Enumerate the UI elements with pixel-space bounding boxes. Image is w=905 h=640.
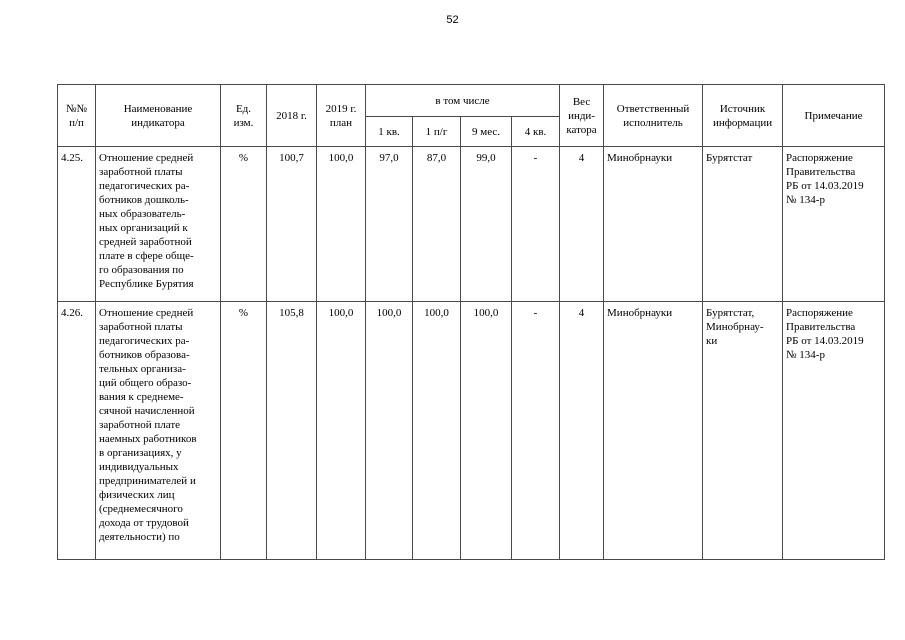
indicators-table — [57, 84, 885, 560]
header-row-1 — [58, 85, 885, 117]
header-source: Источник информации — [703, 85, 783, 147]
cell-indicator-name: Отношение средней заработной платы педагогических ра- ботников дошколь- ных образователь- ных организаций к средней заработной плате в сфере обще- го образования по Республике Бурятия — [96, 147, 221, 302]
cell-weight: 4 — [560, 147, 604, 302]
cell-9m: 100,0 — [461, 302, 512, 560]
cell-source: Бурятстат, Минобрнау- ки — [703, 302, 783, 560]
header-including: в том числе — [366, 85, 560, 117]
header-q1: 1 кв. — [366, 117, 413, 147]
cell-q4: - — [512, 147, 560, 302]
header-name: Наименование индикатора — [96, 85, 221, 147]
header-9m: 9 мес. — [461, 117, 512, 147]
cell-num: 4.25. — [58, 147, 96, 302]
header-2019-plan: 2019 г. план — [317, 85, 366, 147]
cell-note: Распоряжение Правительства РБ от 14.03.2019 № 134-р — [783, 147, 885, 302]
cell-9m: 99,0 — [461, 147, 512, 302]
cell-2019-plan: 100,0 — [317, 147, 366, 302]
header-num: №№ п/п — [58, 85, 96, 147]
header-2018: 2018 г. — [267, 85, 317, 147]
cell-h1: 87,0 — [413, 147, 461, 302]
cell-responsible: Минобрнауки — [604, 302, 703, 560]
header-weight: Вес инди- катора — [560, 85, 604, 147]
cell-2018: 100,7 — [267, 147, 317, 302]
cell-weight: 4 — [560, 302, 604, 560]
cell-q1: 97,0 — [366, 147, 413, 302]
cell-unit: % — [221, 147, 267, 302]
cell-unit: % — [221, 302, 267, 560]
cell-h1: 100,0 — [413, 302, 461, 560]
cell-note: Распоряжение Правительства РБ от 14.03.2019 № 134-р — [783, 302, 885, 560]
header-h1: 1 п/г — [413, 117, 461, 147]
header-unit: Ед. изм. — [221, 85, 267, 147]
header-q4: 4 кв. — [512, 117, 560, 147]
header-responsible: Ответственный исполнитель — [604, 85, 703, 147]
table-row — [58, 147, 885, 302]
cell-q1: 100,0 — [366, 302, 413, 560]
header-note: Примечание — [783, 85, 885, 147]
cell-num: 4.26. — [58, 302, 96, 560]
cell-q4: - — [512, 302, 560, 560]
cell-indicator-name: Отношение средней заработной платы педагогических ра- ботников образова- тельных организа- ций общего образо- вания к среднеме- сячной начисленной заработной плате наемных работников в организациях, у индивидуальных предпринимателей и физических лиц (среднемесячного дохода от трудовой деятельности) по — [96, 302, 221, 560]
cell-source: Бурятстат — [703, 147, 783, 302]
cell-responsible: Минобрнауки — [604, 147, 703, 302]
table-row — [58, 302, 885, 560]
cell-2018: 105,8 — [267, 302, 317, 560]
page-number: 52 — [446, 14, 459, 26]
cell-2019-plan: 100,0 — [317, 302, 366, 560]
